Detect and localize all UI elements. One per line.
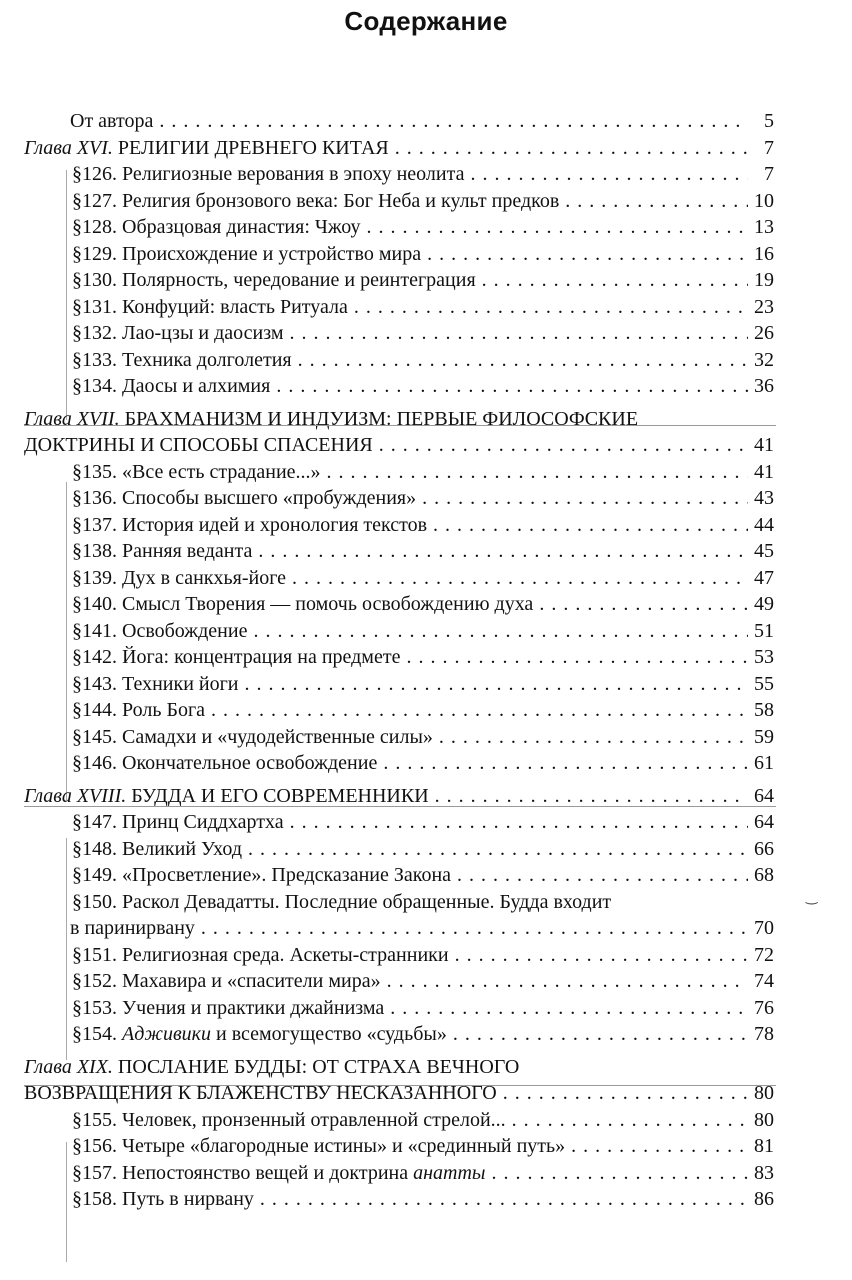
toc-entry[interactable] xyxy=(0,267,852,294)
toc-entry-page: 66 xyxy=(754,836,774,863)
toc-entry-label: От автора . . . xyxy=(70,108,748,135)
chapter-heading-label xyxy=(24,406,748,433)
toc-entry[interactable] xyxy=(0,809,852,836)
chapter-separator xyxy=(24,425,776,426)
chapter-title: БРАХМАНИЗМ И ИНДУИЗМ: ПЕРВЫЕ ФИЛОСОФСКИЕ xyxy=(119,407,639,430)
toc-entry-label: §141. Освобождение . . . xyxy=(72,618,748,645)
chapter-heading[interactable] xyxy=(0,135,852,162)
toc-entry-label: §143. Техники йоги . . . xyxy=(72,671,748,698)
toc-entry-page: 51 xyxy=(754,618,774,645)
toc-entry[interactable] xyxy=(0,618,852,645)
toc-entry[interactable] xyxy=(0,968,852,995)
toc-entry-label: §137. История идей и хронология текстов . . . xyxy=(72,512,748,539)
toc-entry-page: 81 xyxy=(754,1133,774,1160)
toc-entry-page: 36 xyxy=(754,373,774,400)
toc-entry-page: 49 xyxy=(754,591,774,618)
toc-entry-page: 45 xyxy=(754,538,774,565)
chapter-heading-label xyxy=(24,135,748,162)
toc-entry-label: в паринирвану . . . xyxy=(70,915,748,942)
toc-entry[interactable] xyxy=(0,697,852,724)
page-title: Содержание xyxy=(344,6,508,36)
chapter-title: РЕЛИГИИ ДРЕВНЕГО КИТАЯ xyxy=(112,136,389,159)
toc-entry-label: §145. Самадхи и «чудодейственные силы» . . . xyxy=(72,724,748,751)
toc-entry-label: §149. «Просветление». Предсказание Закона . . . xyxy=(72,862,748,889)
toc-entry-label: §139. Дух в санкхья-йоге . . . xyxy=(72,565,748,592)
toc-entry-label: §126. Религиозные верования в эпоху неолита . . . xyxy=(72,161,748,188)
toc-entry[interactable] xyxy=(0,188,852,215)
toc-entry[interactable] xyxy=(0,161,852,188)
chapter-number: Глава XIX. xyxy=(24,1055,113,1078)
toc-entry-label: §148. Великий Уход . . . xyxy=(72,836,748,863)
toc-entry-page: 41 xyxy=(754,459,774,486)
page-margin-mark: ‿ xyxy=(806,889,818,905)
toc-entry[interactable] xyxy=(0,591,852,618)
table-of-contents xyxy=(0,108,852,1213)
toc-entry-page: 70 xyxy=(754,915,774,942)
toc-entry[interactable] xyxy=(0,565,852,592)
toc-entry-label: §146. Окончательное освобождение . . . xyxy=(72,750,748,777)
toc-entry-label: §140. Смысл Творения — помочь освобождению духа . . . xyxy=(72,591,748,618)
toc-entry[interactable] xyxy=(0,724,852,751)
toc-entry[interactable] xyxy=(0,347,852,374)
toc-entry[interactable] xyxy=(0,1133,852,1160)
toc-entry-label: §155. Человек, пронзенный отравленной стрелой... . . . xyxy=(72,1107,748,1134)
chapter-heading[interactable] xyxy=(0,406,852,433)
chapter-separator xyxy=(24,806,776,807)
toc-entry-page: 26 xyxy=(754,320,774,347)
toc-entry-page: 7 xyxy=(764,161,774,188)
toc-entry[interactable] xyxy=(0,1186,852,1213)
chapter-heading-continued[interactable] xyxy=(0,432,852,459)
toc-entry[interactable] xyxy=(0,1160,852,1187)
chapter-number: Глава XVIII. xyxy=(24,784,127,807)
toc-entry-label: §131. Конфуций: власть Ритуала . . . xyxy=(72,294,748,321)
toc-entry-label: §129. Происхождение и устройство мира . . . xyxy=(72,241,748,268)
toc-entry[interactable] xyxy=(0,750,852,777)
toc-entry-suffix: и всемогущество «судьбы» xyxy=(210,1023,447,1045)
italic-term: Адживики xyxy=(122,1023,211,1045)
chapter-heading-continued[interactable] xyxy=(0,1080,852,1107)
toc-entry-page: 19 xyxy=(754,267,774,294)
toc-entry[interactable] xyxy=(0,1107,852,1134)
toc-entry-page: 58 xyxy=(754,697,774,724)
toc-entry-label: §150. Раскол Девадатты. Последние обращенные. Будда входит xyxy=(72,890,612,913)
toc-entry-page: 76 xyxy=(754,995,774,1022)
italic-term: анатты xyxy=(413,1161,486,1184)
toc-entry[interactable] xyxy=(0,294,852,321)
toc-entry[interactable] xyxy=(0,836,852,863)
toc-entry-label: §142. Йога: концентрация на предмете . . . xyxy=(72,644,748,671)
toc-entry-page: 64 xyxy=(754,783,774,810)
chapter-title: БУДДА И ЕГО СОВРЕМЕННИКИ xyxy=(126,784,429,807)
toc-entry-label: §136. Способы высшего «пробуждения» . . . xyxy=(72,485,748,512)
toc-entry[interactable] xyxy=(0,942,852,969)
toc-entry-page: 44 xyxy=(754,512,774,539)
chapter-heading[interactable] xyxy=(0,1054,852,1081)
toc-entry[interactable] xyxy=(0,320,852,347)
toc-entry[interactable] xyxy=(0,214,852,241)
toc-entry-label: §147. Принц Сиддхартха . . . xyxy=(72,809,748,836)
toc-entry[interactable] xyxy=(0,373,852,400)
toc-entry-page: 53 xyxy=(754,644,774,671)
toc-entry[interactable] xyxy=(0,644,852,671)
toc-entry-page: 10 xyxy=(754,188,774,215)
toc-entry-page: 55 xyxy=(754,671,774,698)
toc-entry-page: 32 xyxy=(754,347,774,374)
toc-entry-label: §156. Четыре «благородные истины» и «срединный путь» . . . xyxy=(72,1133,748,1160)
toc-entry-page: 80 xyxy=(754,1080,774,1107)
toc-entry[interactable] xyxy=(0,862,852,889)
toc-entry-label: §153. Учения и практики джайнизма . . . xyxy=(72,995,748,1022)
toc-entry-page: 13 xyxy=(754,214,774,241)
toc-entry-label: §158. Путь в нирвану . . . xyxy=(72,1186,748,1213)
toc-entry-label: §144. Роль Бога . . . xyxy=(72,697,748,724)
toc-entry-label: §152. Махавира и «спасители мира» . . . xyxy=(72,968,748,995)
toc-entry-label: §128. Образцовая династия: Чжоу . . . xyxy=(72,214,748,241)
toc-entry-page: 43 xyxy=(754,485,774,512)
toc-entry[interactable] xyxy=(0,995,852,1022)
toc-entry-page: 16 xyxy=(754,241,774,268)
toc-entry[interactable] xyxy=(0,512,852,539)
toc-entry-continued[interactable] xyxy=(0,915,852,942)
chapter-heading-label: ДОКТРИНЫ И СПОСОБЫ СПАСЕНИЯ . . . xyxy=(24,432,748,459)
toc-entry-label: §151. Религиозная среда. Аскеты-странники . . . xyxy=(72,942,748,969)
toc-entry-page: 41 xyxy=(754,432,774,459)
toc-entry-page: 78 xyxy=(754,1021,774,1048)
toc-entry[interactable] xyxy=(0,1021,852,1048)
toc-entry[interactable] xyxy=(0,241,852,268)
chapter-separator xyxy=(24,1085,776,1086)
toc-entry-page: 72 xyxy=(754,942,774,969)
toc-entry-prefix: §157. Непостоянство вещей и доктрина xyxy=(72,1161,414,1184)
toc-entry-page: 23 xyxy=(754,294,774,321)
toc-entry-page: 5 xyxy=(764,108,774,135)
toc-entry-label: §135. «Все есть страдание...» . . . xyxy=(72,459,748,486)
chapter-heading-label: ВОЗВРАЩЕНИЯ К БЛАЖЕНСТВУ НЕСКАЗАННОГО . . . xyxy=(24,1080,748,1107)
toc-entry-label: §133. Техника долголетия . . . xyxy=(72,347,748,374)
toc-entry-label: §138. Ранняя веданта . . . xyxy=(72,538,748,565)
toc-entry[interactable] xyxy=(0,108,852,135)
toc-entry-page: 64 xyxy=(754,809,774,836)
toc-entry-page: 47 xyxy=(754,565,774,592)
toc-entry-label: §130. Полярность, чередование и реинтеграция . . . xyxy=(72,267,748,294)
toc-entry-label: §134. Даосы и алхимия . . . xyxy=(72,373,748,400)
toc-entry-page: 83 xyxy=(754,1160,774,1187)
toc-entry-label: §127. Религия бронзового века: Бог Неба и культ предков . . . xyxy=(72,188,748,215)
toc-entry-page: 86 xyxy=(754,1186,774,1213)
toc-entry[interactable] xyxy=(0,671,852,698)
toc-entry-page: 80 xyxy=(754,1107,774,1134)
toc-entry-page: 61 xyxy=(754,750,774,777)
toc-entry-page: 68 xyxy=(754,862,774,889)
toc-entry-label xyxy=(72,1021,748,1048)
toc-entry-label xyxy=(72,1160,748,1187)
toc-entry[interactable] xyxy=(0,889,852,916)
toc-entry-label: §132. Лао-цзы и даосизм . . . xyxy=(72,320,748,347)
chapter-number: Глава XVI. xyxy=(24,136,113,159)
toc-entry-page: 7 xyxy=(764,135,774,162)
toc-entry[interactable] xyxy=(0,459,852,486)
toc-entry[interactable] xyxy=(0,538,852,565)
toc-entry-prefix: §154. xyxy=(72,1023,122,1045)
toc-entry-page: 59 xyxy=(754,724,774,751)
toc-entry[interactable] xyxy=(0,485,852,512)
toc-entry-page: 74 xyxy=(754,968,774,995)
chapter-heading-label xyxy=(24,1054,748,1081)
chapter-title: ПОСЛАНИЕ БУДДЫ: ОТ СТРАХА ВЕЧНОГО xyxy=(112,1055,520,1078)
chapter-number: Глава XVII. xyxy=(24,407,120,430)
